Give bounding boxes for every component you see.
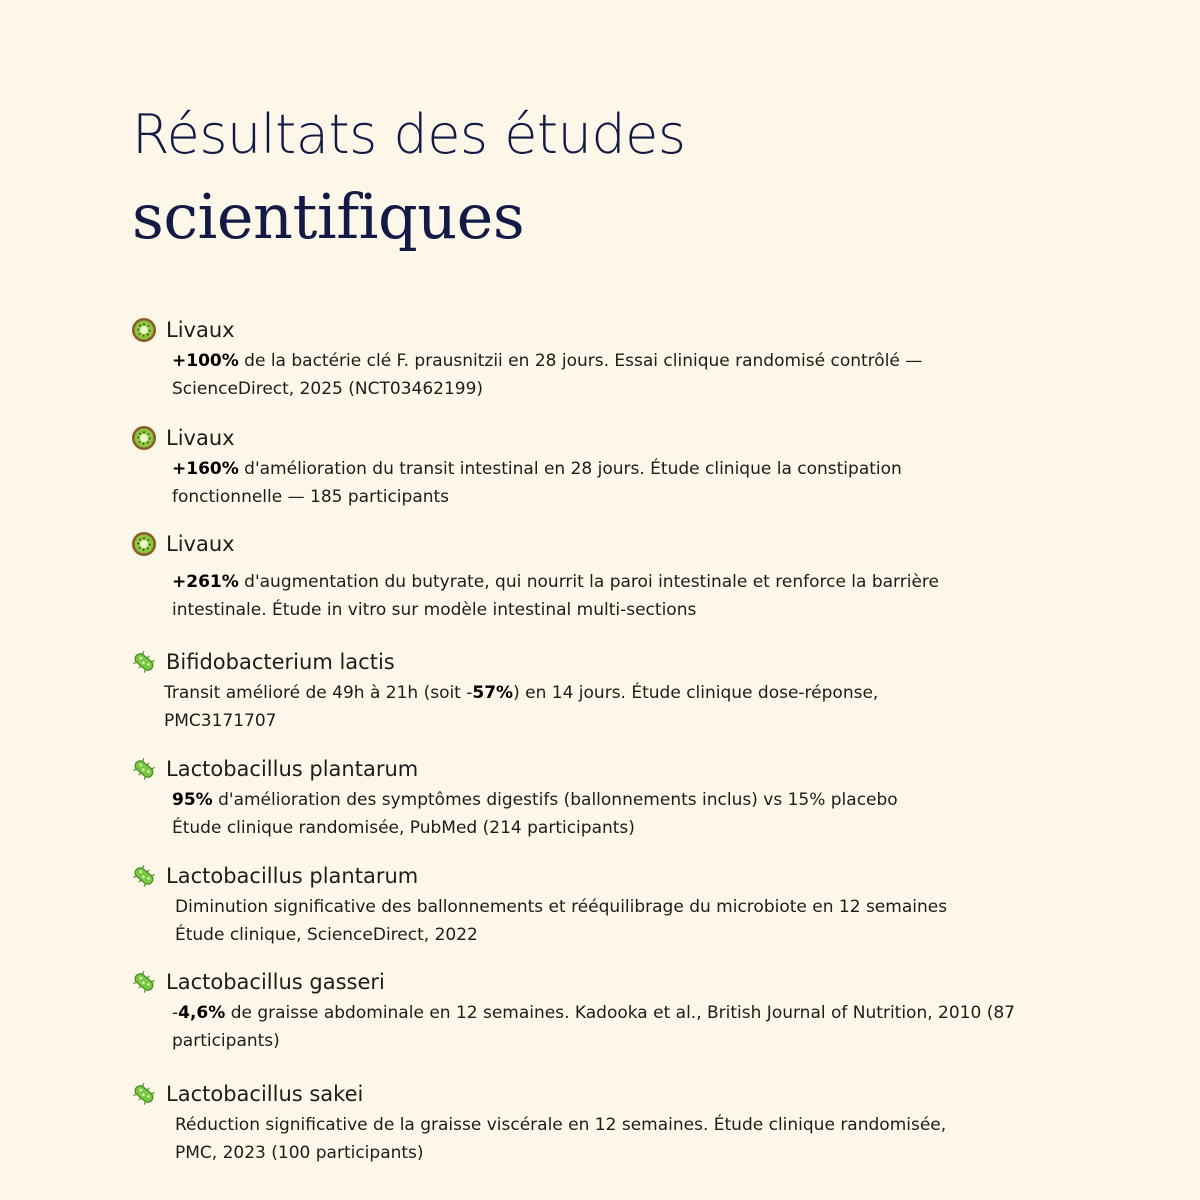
entry-line-2: PMC, 2023 (100 participants) [175,1143,424,1163]
entry-line-1 [172,347,1170,375]
entry-line-1 [172,786,1170,814]
entry-header [130,755,1170,783]
page-title: Résultats des études [132,103,686,166]
text-rest: d'amélioration du transit intestinal en 28 jours. Étude clinique la constipation [238,459,902,479]
entry-line-1 [164,679,1170,707]
study-entry [130,530,1170,624]
entry-header [130,530,1170,558]
entry-title: Bifidobacterium lactis [166,650,395,674]
entry-title: Lactobacillus plantarum [166,864,419,888]
entry-body [130,679,1170,735]
text-rest: de la bactérie clé F. prausnitzii en 28 jours. Essai clinique randomisé contrôlé — [238,351,923,371]
text-rest: d'augmentation du butyrate, qui nourrit la paroi intestinale et renforce la barrière [238,572,939,592]
entry-body [130,568,1170,624]
study-entry [130,862,1170,949]
entry-header [130,968,1170,996]
entry-line-1 [175,893,1170,921]
entry-line-2: Étude clinique, ScienceDirect, 2022 [175,925,478,945]
entry-line-1 [175,1111,1170,1139]
microbe-icon [130,648,158,676]
entry-line-2: ScienceDirect, 2025 (NCT03462199) [172,379,484,399]
kiwi-icon [130,424,158,452]
entry-line-2: intestinale. Étude in vitro sur modèle intestinal multi-sections [172,600,697,620]
microbe-icon [130,755,158,783]
study-entry [130,755,1170,842]
highlight-value: 4,6% [178,1003,226,1023]
entry-title: Livaux [166,532,235,556]
microbe-icon [130,862,158,890]
page-subtitle: scientifiques [132,180,525,253]
study-entry [130,424,1170,511]
text-rest: ) en 14 jours. Étude clinique dose-réponse, [513,683,879,703]
entry-line-2: participants) [172,1031,280,1051]
highlight-value: +160% [172,459,239,479]
entry-body [130,1111,1170,1167]
entry-header [130,648,1170,676]
entry-title: Lactobacillus plantarum [166,757,419,781]
entry-line-2: PMC3171707 [164,711,277,731]
study-entry [130,316,1170,403]
highlight-value: +100% [172,351,239,371]
entry-line-2: fonctionnelle — 185 participants [172,487,450,507]
highlight-value: 95% [172,790,213,810]
text-prefix: - [172,1003,179,1023]
text-rest: Réduction significative de la graisse viscérale en 12 semaines. Étude clinique randomisée, [175,1115,947,1135]
highlight-value: 57% [472,683,514,703]
entry-title: Lactobacillus gasseri [166,970,385,994]
entry-header [130,424,1170,452]
entry-title: Lactobacillus sakei [166,1082,364,1106]
kiwi-icon [130,316,158,344]
kiwi-icon [130,530,158,558]
entry-body [130,786,1170,842]
entry-title: Livaux [166,426,235,450]
study-entry [130,968,1170,1055]
study-entry [130,1080,1170,1167]
entry-line-1 [172,999,1170,1027]
entry-header [130,316,1170,344]
entry-line-1 [172,568,1170,596]
text-rest: d'amélioration des symptômes digestifs (ballonnements inclus) vs 15% placebo [212,790,898,810]
microbe-icon [130,1080,158,1108]
entry-title: Livaux [166,318,235,342]
text-rest: Diminution significative des ballonnements et rééquilibrage du microbiote en 12 semaines [175,897,948,917]
entry-line-1 [172,455,1170,483]
text-rest: de graisse abdominale en 12 semaines. Kadooka et al., British Journal of Nutrition, 2010 (87 [225,1003,1015,1023]
entry-body [130,347,1170,403]
highlight-value: +261% [172,572,239,592]
entry-header [130,1080,1170,1108]
text-prefix: Transit amélioré de 49h à 21h (soit - [164,683,473,703]
entry-body [130,893,1170,949]
microbe-icon [130,968,158,996]
entry-line-2: Étude clinique randomisée, PubMed (214 participants) [172,818,635,838]
study-entry [130,648,1170,735]
entry-body [130,455,1170,511]
entry-header [130,862,1170,890]
entry-body [130,999,1170,1055]
